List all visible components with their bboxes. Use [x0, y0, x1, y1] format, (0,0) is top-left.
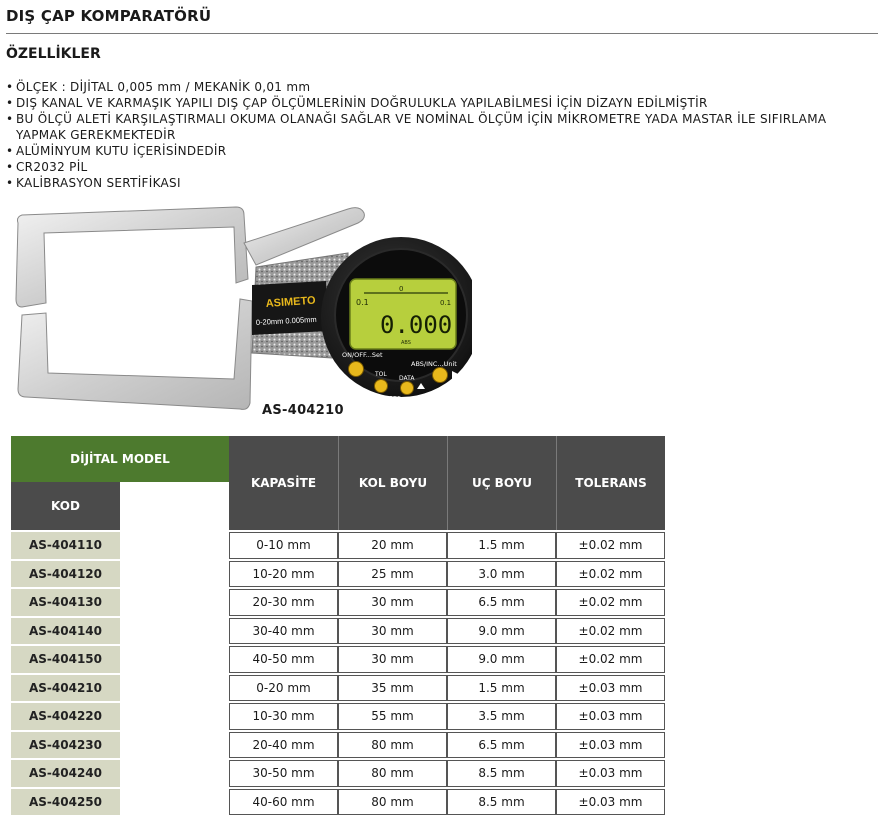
- capacity-cell: 40-60 mm: [229, 789, 338, 816]
- tip-cell: 9.0 mm: [447, 618, 556, 645]
- feature-text: CR2032 PİL: [16, 160, 88, 174]
- col-header-arm: KOL BOYU: [338, 436, 447, 530]
- capacity-cell: 40-50 mm: [229, 646, 338, 673]
- capacity-cell: 10-20 mm: [229, 561, 338, 588]
- tolerance-cell: ±0.03 mm: [556, 789, 665, 816]
- arm-cell: 30 mm: [338, 646, 447, 673]
- tip-cell: 8.5 mm: [447, 789, 556, 816]
- onoff-label: ON/OFF...Set: [342, 351, 383, 359]
- bullet-icon: •: [6, 112, 14, 126]
- bullet-icon: •: [6, 144, 14, 158]
- arm-cell: 55 mm: [338, 703, 447, 730]
- capacity-cell: 20-40 mm: [229, 732, 338, 759]
- digital-dial: [321, 237, 472, 402]
- tolerance-cell: ±0.03 mm: [556, 760, 665, 787]
- lcd-reading: 0.000: [380, 311, 453, 339]
- capacity-cell: 0-20 mm: [229, 675, 338, 702]
- code-cell: AS-404130: [11, 589, 120, 616]
- capacity-cell: 10-30 mm: [229, 703, 338, 730]
- code-cell: AS-404250: [11, 789, 120, 816]
- tol-label: TOL: [375, 371, 387, 378]
- tolerance-cell: ±0.03 mm: [556, 703, 665, 730]
- feature-item: [6, 143, 866, 159]
- data-button: [401, 382, 414, 395]
- feature-item: [6, 79, 866, 95]
- tolerance-cell: ±0.03 mm: [556, 675, 665, 702]
- brand-label: ASIMETO: [265, 294, 317, 310]
- capacity-cell: 30-40 mm: [229, 618, 338, 645]
- mode-label: MODE: [384, 396, 401, 402]
- code-cell: AS-404150: [11, 646, 120, 673]
- features-heading: ÖZELLİKLER: [6, 46, 101, 62]
- feature-text: ÖLÇEK : DİJİTAL 0,005 mm / MEKANİK 0,01 mm: [16, 80, 311, 94]
- product-image: [8, 203, 472, 429]
- absinc-label: ABS/INC...Unit: [411, 360, 457, 368]
- data-label: DATA: [399, 375, 415, 382]
- tolerance-cell: ±0.02 mm: [556, 561, 665, 588]
- tolerance-cell: ±0.03 mm: [556, 732, 665, 759]
- tolerance-cell: ±0.02 mm: [556, 532, 665, 559]
- arm-cell: 30 mm: [338, 589, 447, 616]
- kod-header: KOD: [11, 482, 120, 530]
- arm-cell: 25 mm: [338, 561, 447, 588]
- spec-label: 0-20mm 0.005mm: [255, 314, 317, 327]
- code-cell: AS-404230: [11, 732, 120, 759]
- arm-cell: 80 mm: [338, 760, 447, 787]
- absinc-button: [433, 368, 448, 383]
- feature-text: KALİBRASYON SERTİFİKASI: [16, 176, 181, 190]
- brand-plate: [252, 281, 328, 335]
- arm-cell: 30 mm: [338, 618, 447, 645]
- arm-cell: 20 mm: [338, 532, 447, 559]
- code-cell: AS-404120: [11, 561, 120, 588]
- tip-cell: 6.5 mm: [447, 732, 556, 759]
- col-header-tolerance: TOLERANS: [556, 436, 665, 530]
- feature-text: DIŞ KANAL VE KARMAŞIK YAPILI DIŞ ÇAP ÖLÇÜMLERİNİN DOĞRULUKLA YAPILABİLMESİ İÇİN DİZAYN EDİLMİŞTİR: [16, 96, 708, 110]
- col-header-tip: UÇ BOYU: [447, 436, 556, 530]
- feature-text: ALÜMİNYUM KUTU İÇERİSİNDEDİR: [16, 144, 227, 158]
- code-cell: AS-404240: [11, 760, 120, 787]
- tip-cell: 8.5 mm: [447, 760, 556, 787]
- bullet-icon: •: [6, 96, 14, 110]
- bullet-icon: •: [6, 176, 14, 190]
- feature-text: BU ÖLÇÜ ALETİ KARŞILAŞTIRMALI OKUMA OLANAĞI SAĞLAR VE NOMİNAL ÖLÇÜM İÇİN MİKROMETRE YADA MASTAR İLE SIFIRLAMA YAPMAK GEREKMEKTEDİR: [16, 112, 827, 142]
- tip-cell: 1.5 mm: [447, 675, 556, 702]
- code-cell: AS-404210: [11, 675, 120, 702]
- arm-cell: 80 mm: [338, 732, 447, 759]
- tolerance-cell: ±0.02 mm: [556, 589, 665, 616]
- features-list: [6, 79, 866, 191]
- bullet-icon: •: [6, 80, 14, 94]
- scale-right: 0.1: [440, 299, 452, 307]
- title-divider: [6, 33, 878, 34]
- code-cell: AS-404220: [11, 703, 120, 730]
- tolerance-cell: ±0.02 mm: [556, 618, 665, 645]
- capacity-cell: 30-50 mm: [229, 760, 338, 787]
- capacity-cell: 20-30 mm: [229, 589, 338, 616]
- scale-left: 0.1: [356, 298, 369, 307]
- arm-cell: 35 mm: [338, 675, 447, 702]
- onoff-button: [349, 362, 364, 377]
- tip-cell: 3.5 mm: [447, 703, 556, 730]
- model-header: DİJİTAL MODEL: [11, 436, 229, 482]
- tip-cell: 1.5 mm: [447, 532, 556, 559]
- page-title: DIŞ ÇAP KOMPARATÖRÜ: [6, 7, 212, 25]
- arm-cell: 80 mm: [338, 789, 447, 816]
- code-cell: AS-404110: [11, 532, 120, 559]
- capacity-cell: 0-10 mm: [229, 532, 338, 559]
- tip-cell: 3.0 mm: [447, 561, 556, 588]
- feature-item: [6, 175, 866, 191]
- feature-item: [6, 111, 866, 143]
- product-model-label: AS-404210: [262, 403, 344, 418]
- tol-button: [375, 380, 388, 393]
- tolerance-cell: ±0.02 mm: [556, 646, 665, 673]
- col-header-capacity: KAPASİTE: [229, 436, 338, 530]
- scale-mid: 0: [399, 285, 404, 293]
- feature-item: [6, 95, 866, 111]
- abs-indicator: ABS: [401, 340, 411, 346]
- feature-item: [6, 159, 866, 175]
- tip-cell: 9.0 mm: [447, 646, 556, 673]
- tip-cell: 6.5 mm: [447, 589, 556, 616]
- bullet-icon: •: [6, 160, 14, 174]
- code-cell: AS-404140: [11, 618, 120, 645]
